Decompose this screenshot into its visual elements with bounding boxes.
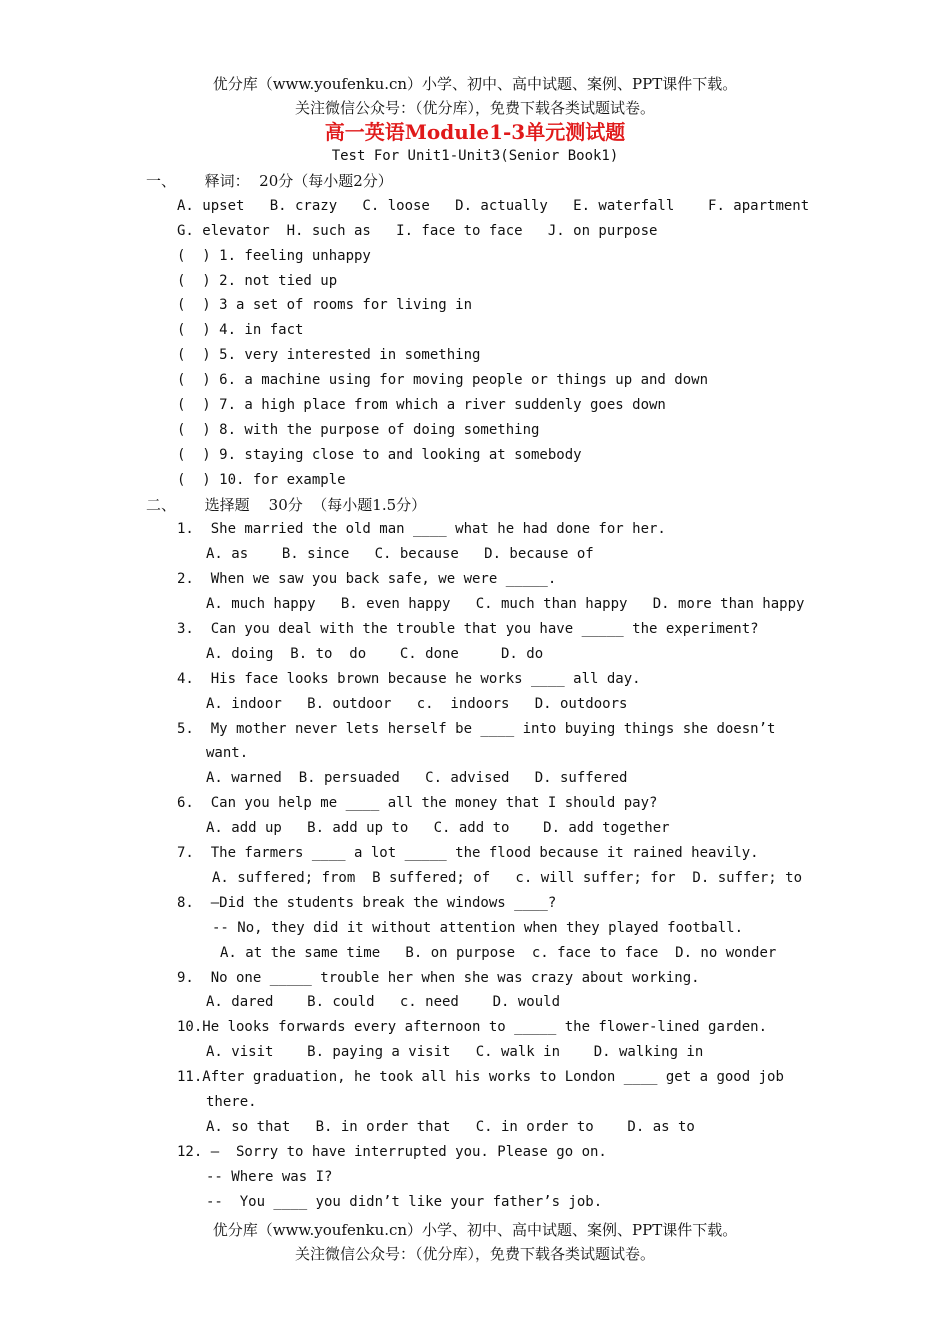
question-8: 8. –Did the students break the windows ____? <box>177 894 557 911</box>
page-header <box>0 72 950 120</box>
section1-item: ( ) 3 a set of rooms for living in <box>177 297 473 314</box>
section1-options-line-1: A. upset B. crazy C. loose D. actually E. waterfall F. apartment <box>177 197 810 214</box>
question-4-options: A. indoor B. outdoor c. indoors D. outdoors <box>206 695 628 712</box>
section1-item: ( ) 9. staying close to and looking at somebody <box>177 446 582 463</box>
question-8-options: A. at the same time B. on purpose c. face to face D. no wonder <box>220 944 777 961</box>
document-body <box>0 169 950 1214</box>
question-9-options: A. dared B. could c. need D. would <box>206 994 561 1011</box>
question-11-options: A. so that B. in order that C. in order to D. as to <box>206 1118 695 1135</box>
header-line-1: 优分库（www.youfenku.cn）小学、初中、高中试题、案例、PPT课件下载。 <box>212 75 738 93</box>
section1-heading: 一、 释词： 20分（每小题2分） <box>146 172 393 190</box>
footer-line-2: 关注微信公众号：（优分库），免费下载各类试题试卷。 <box>294 1245 655 1263</box>
question-1: 1. She married the old man ____ what he had done for her. <box>177 521 666 538</box>
section1-item: ( ) 6. a machine using for moving people or things up and down <box>177 372 709 389</box>
question-3: 3. Can you deal with the trouble that you have _____ the experiment? <box>177 621 759 638</box>
question-2-options: A. much happy B. even happy C. much than happy D. more than happy <box>206 596 805 613</box>
question-1-options: A. as B. since C. because D. because of <box>206 546 594 563</box>
section1-item: ( ) 10. for example <box>177 471 346 488</box>
question-4: 4. His face looks brown because he works ____ all day. <box>177 670 641 687</box>
question-5-options: A. warned B. persuaded C. advised D. suffered <box>206 770 628 787</box>
question-8-answer: -- No, they did it without attention when they played football. <box>212 919 744 936</box>
question-5-continued: want. <box>206 745 249 762</box>
question-12-line-2: -- Where was I? <box>206 1168 333 1185</box>
question-10: 10.He looks forwards every afternoon to _____ the flower-lined garden. <box>177 1019 768 1036</box>
question-3-options: A. doing B. to do C. done D. do <box>206 645 544 662</box>
question-2: 2. When we saw you back safe, we were _____. <box>177 571 557 588</box>
question-9: 9. No one _____ trouble her when she was crazy about working. <box>177 969 700 986</box>
section1-item: ( ) 5. very interested in something <box>177 347 481 364</box>
page-title: 高一英语Module1-3单元测试题 <box>324 120 626 144</box>
question-7-options: A. suffered; from B suffered; of c. will suffer; for D. suffer; to <box>212 869 803 886</box>
section2-heading: 二、 选择题 30分 （每小题1.5分） <box>146 495 427 514</box>
question-6: 6. Can you help me ____ all the money that I should pay? <box>177 795 658 812</box>
page-subtitle: Test For Unit1-Unit3(Senior Book1) <box>331 148 619 164</box>
footer-line-1: 优分库（www.youfenku.cn）小学、初中、高中试题、案例、PPT课件下载。 <box>212 1221 738 1239</box>
section1-item: ( ) 8. with the purpose of doing something <box>177 421 540 438</box>
section1-item: ( ) 1. feeling unhappy <box>177 247 371 264</box>
page-footer <box>0 1218 950 1266</box>
question-12: 12. – Sorry to have interrupted you. Please go on. <box>177 1143 607 1160</box>
section1-options-line-2: G. elevator H. such as I. face to face J. on purpose <box>177 222 658 239</box>
question-10-options: A. visit B. paying a visit C. walk in D. walking in <box>206 1044 704 1061</box>
header-line-2: 关注微信公众号：（优分库），免费下载各类试题试卷。 <box>294 99 655 117</box>
section1-item: ( ) 7. a high place from which a river suddenly goes down <box>177 397 666 414</box>
section1-item: ( ) 2. not tied up <box>177 272 338 289</box>
section1-item: ( ) 4. in fact <box>177 322 304 339</box>
question-11: 11.After graduation, he took all his works to London ____ get a good job <box>177 1069 784 1086</box>
question-6-options: A. add up B. add up to C. add to D. add together <box>206 820 670 837</box>
question-5: 5. My mother never lets herself be ____ into buying things she doesn’t <box>177 720 776 737</box>
question-11-continued: there. <box>206 1093 257 1110</box>
question-7: 7. The farmers ____ a lot _____ the flood because it rained heavily. <box>177 845 759 862</box>
question-12-line-3: -- You ____ you didn’t like your father’s job. <box>206 1193 603 1210</box>
